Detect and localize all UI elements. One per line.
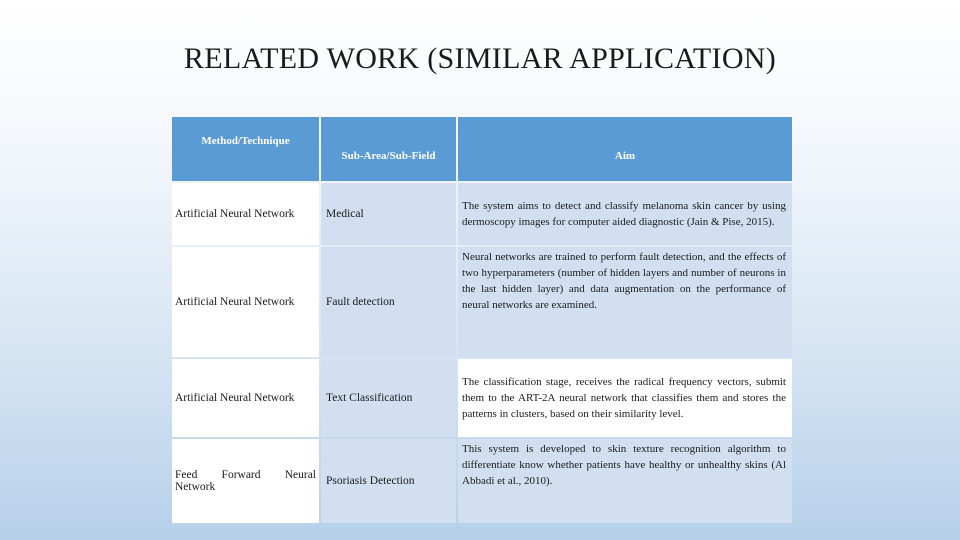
cell-aim: Neural networks are trained to perform fault detection, and the effects of two hyperparameters (number of hidden layers and number of neurons in the last hidden layer) and data augmentation on the performance of neural networks are examined. [458,247,792,357]
cell-method: Artificial Neural Network [172,183,319,245]
table-row [172,439,792,523]
table-header-row [172,117,792,181]
related-work-table-container [170,115,792,503]
table-row [172,183,792,245]
cell-method: Artificial Neural Network [172,359,319,437]
cell-subarea: Text Classification [321,359,456,437]
cell-method: Feed Forward Neural Network [172,439,319,523]
cell-method: Artificial Neural Network [172,247,319,357]
cell-aim: The classification stage, receives the radical frequency vectors, submit them to the ART-2A neural network that classifies them and stores the patterns in clusters, based on their similarity level. [458,359,792,437]
header-subarea: Sub-Area/Sub-Field [321,117,456,181]
header-method: Method/Technique [172,117,319,181]
cell-subarea: Psoriasis Detection [321,439,456,523]
cell-subarea: Medical [321,183,456,245]
cell-aim: The system aims to detect and classify melanoma skin cancer by using dermoscopy images for computer aided diagnostic (Jain & Pise, 2015). [458,183,792,245]
slide-title: RELATED WORK (SIMILAR APPLICATION) [183,42,777,75]
related-work-table [170,115,794,525]
cell-subarea: Fault detection [321,247,456,357]
cell-aim: This system is developed to skin texture recognition algorithm to differentiate know whether patients have healthy or unhealthy skins (Al Abbadi et al., 2010). [458,439,792,523]
table-row [172,359,792,437]
header-aim: Aim [458,117,792,181]
table-row [172,247,792,357]
